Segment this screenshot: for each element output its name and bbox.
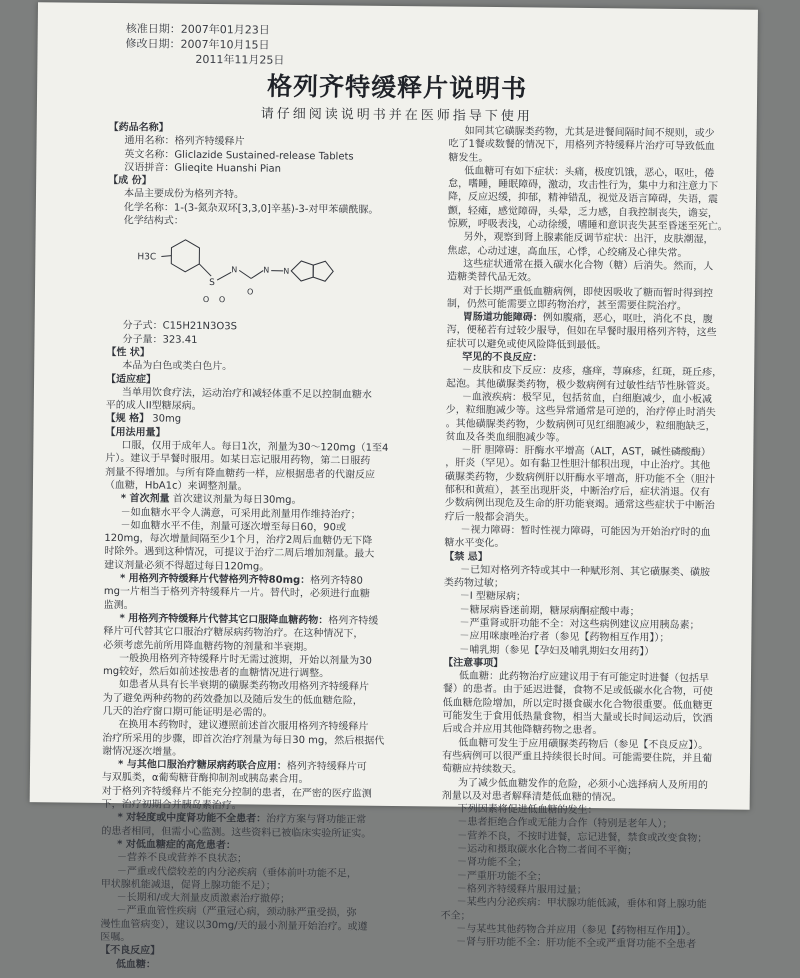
risk-line: 甲状腺机能减退，促肾上腺功能不足）； [101, 878, 429, 895]
right-line: 这些症状通常在摄入碳水化合物（糖）后消失。然而，人 [447, 257, 747, 273]
structure-svg [137, 230, 338, 320]
combo-line: 对于格列齐特缓释片不能充分控制的患者，在严密的医疗监测 [102, 785, 430, 802]
character-text: 本品为白色或类白色片。 [106, 359, 434, 376]
english-name: 英文名称：Gliclazide Sustained-release Tablets [108, 148, 436, 165]
gi-line: 例如腹痛，恶心，呕吐，消化不良，腹 [543, 313, 713, 326]
caution-line: 有些病例可以很严重且持续很长时间。可能需要住院，并且葡 [442, 749, 742, 765]
ring-nitrogen: N [283, 267, 289, 276]
switch2-line: 如患者从具有长半衰期的磺脲类药物改用格列齐特缓释片 [103, 678, 431, 695]
bicyclic-ring-b [313, 262, 333, 282]
caution-line: 下列因素将促进低血糖的发生： [442, 803, 742, 819]
section-composition: 【 成 份 】 [108, 174, 436, 191]
switch2-line: 几天的治疗窗口期可能证明是必需的。 [103, 705, 431, 722]
combo-line: 格列齐特缓释片可 [287, 761, 367, 773]
rare-line: 疗后一般都会消失。 [445, 510, 745, 526]
section-indication: 【 适应症 】 [106, 373, 434, 390]
section-usage: 【 用法用量 】 [105, 426, 433, 443]
risk-line: 医嘱。 [100, 931, 428, 948]
caution-line: －肾与肝功能不全：肝功能不全或严重肾功能不全患者 [440, 936, 740, 952]
caution-line: －严重肝功能不全； [441, 869, 741, 885]
switch-line: 格列齐特80 [310, 575, 363, 587]
initial-dose-title: * 首次剂量 [121, 493, 170, 505]
switch2-line: 必须考虑先前所用降血糖药物的剂量和半衰期。 [103, 638, 431, 655]
usage-line: （血糖，HbA1c）来调整剂量。 [105, 479, 433, 496]
rare-line: 少数病例出现危及生命的肝功能衰竭。通常这些症状于中断治 [445, 497, 745, 513]
rare-line: －血液疾病：极罕见，包括贫血，白细胞减少，血小板减 [446, 390, 746, 406]
initial-dose-line: 120mg，每次增量间隔至少1个月，治疗2周后血糖仍无下降 [104, 532, 432, 549]
nh-bond [217, 272, 231, 280]
rare-line: 糖水平变化。 [444, 537, 744, 553]
caution-line: －运动和摄取碳水化合物二者间不平衡； [441, 843, 741, 859]
initial-dose-line: 首次建议剂量为每日30mg。 [173, 494, 302, 506]
risk-line: －严重或代偿较差的内分泌疾病（垂体前叶功能不足， [101, 864, 429, 881]
combo-line: 下，治疗初期合并胰岛素治疗。 [102, 798, 430, 815]
indication-line-2: 平的成人II型糖尿病。 [106, 399, 434, 416]
risk-line: 漫性血管病变），建议以30mg/天的最小剂量开始治疗。或遵 [100, 918, 428, 935]
usage-line: 剂量不得增加。与所有降血糖药一样，应根据患者的代谢反应 [105, 466, 433, 483]
initial-dose-line: －如血糖水平令人满意，可采用此剂量用作维持治疗； [105, 505, 433, 522]
contra-line: －严重肾或肝功能不全：对这些病例建议应用胰岛素； [443, 616, 743, 632]
switch-line: mg一片相当于格列齐特缓释片一片。替代时，必须进行血糖 [104, 585, 432, 602]
left-column [100, 121, 437, 974]
contra-line: －应用咪康唑治疗者（参见【药物相互作用】）； [443, 630, 743, 646]
section-drug-name: 【 药品名称 】 [109, 121, 437, 138]
caution-line: 低血糖危险增加，所以定时摄食碳水化合物很重要。低血糖更 [443, 696, 743, 712]
switch2-line: 谢情况逐次增量。 [102, 745, 430, 762]
revision-date-1: 修改日期：2007年10月15日 [126, 36, 285, 53]
section-character: 【 性 状 】 [106, 346, 434, 363]
caution-line: －肾功能不全； [441, 856, 741, 872]
section-precautions: 【 注意事项 】 [443, 656, 743, 672]
caution-line: 为了减少低血糖发作的危险，必须小心选择病人及所用的 [442, 776, 742, 792]
caution-line: －与某些其他药物合并应用（参见【药物相互作用】）。 [440, 922, 740, 938]
approval-date: 核准日期：2007年01月23日 [126, 21, 285, 38]
nh-group-1: N [231, 266, 237, 275]
contra-line: －I 型糖尿病； [444, 590, 744, 606]
caution-line: 低血糖：此药物治疗应建议用于有可能定时进餐（包括早 [443, 670, 743, 686]
gi-line: 泻，便秘若有过较少服导，但如在早餐时服用格列齐特，这些 [447, 324, 747, 340]
molecular-weight: 分子量：323.41 [106, 333, 434, 350]
chemical-structure-diagram [137, 230, 436, 321]
right-line: 吃了1餐或数餐的情况下，用格列齐特缓释片治疗可导致低血 [448, 138, 748, 154]
usage-line: 口服，仅用于成年人。每日1次，剂量为30～120mg（1至4 [105, 439, 433, 456]
switch2-line: 一般换用格列齐特缓释片时无需过渡期，开始以剂量为30 [103, 652, 431, 669]
right-column [440, 125, 749, 953]
combo-title: * 与其他口服治疗糖尿病药联合应用： [118, 759, 287, 772]
right-line: 焦虑，心动过速，高血压，心悸，心绞痛及心律失常。 [447, 244, 747, 260]
caution-line: 剂量以及对患者解释清楚低血糖的情况。 [442, 789, 742, 805]
document-title: 格列齐特缓释片说明书 [37, 64, 757, 108]
package-insert-page [30, 2, 758, 809]
switch-title: * 用格列齐特缓释片代替格列齐特80mg： [120, 573, 310, 586]
section-adverse: 【 不良反应 】 [100, 944, 428, 961]
risk-title: * 对低血糖症的高危患者： [101, 838, 429, 855]
switch2-title: * 用格列齐特缓释片代替其它口服降血糖药物： [120, 613, 329, 626]
rare-line: 贫血及各类血细胞减少等。 [445, 430, 745, 446]
contra-line: －哺乳期（参见【孕妇及哺乳期妇女用药】） [443, 643, 743, 659]
revision-date-2: 2011年11月25日 [125, 51, 284, 68]
switch2-line: 治疗所采用的步骤，即首次治疗剂量为每日30 mg，然后根据代 [102, 732, 430, 749]
rare-line: ，肝炎（罕见）。如有黏卫性胆汁郁积出现，中止治疗。其他 [445, 457, 745, 473]
renal-title: * 对轻度或中度肾功能不全患者： [117, 812, 266, 825]
usage-line: 片）。建议于早餐时服用。如某日忘记服用药物，第二日服药 [105, 452, 433, 469]
spec-text: 30mg [152, 414, 181, 425]
sulfonyl-bond [199, 264, 211, 276]
risk-line: －营养不良或营养不良状态； [101, 851, 429, 868]
carbonyl-bond [239, 271, 251, 279]
adverse-hypoglycemia: 低血糖： [100, 958, 428, 975]
oxygen-atom-2: O [219, 296, 225, 305]
oxygen-atom-1: O [203, 295, 209, 304]
renal-line: 治疗方案与肾功能正常 [266, 814, 366, 826]
right-line: 降，反应迟缓，抑郁，精神错乱，视觉及语言障碍，失语，震 [448, 191, 748, 207]
contra-line: 类药物过敏； [444, 577, 744, 593]
caution-line: 萄糖应持续数天。 [442, 763, 742, 779]
rare-line: －皮肤和皮下反应：皮疹，瘙痒，荨麻疹，红斑，斑丘疹， [446, 364, 746, 380]
section-spec: 【 规 格 】 [106, 413, 150, 424]
chemical-name: 化学名称：1-(3-氮杂双环[3,3,0]辛基)-3-对甲苯磺酰脲。 [108, 201, 436, 218]
risk-line: －长期和/或大剂量皮质激素治疗撤停； [101, 891, 429, 908]
right-line: 制，仍然可能需要立即药物治疗，甚至需要住院治疗。 [447, 297, 747, 313]
right-line: 如同其它磺脲类药物，尤其是进餐间隔时间不规则，或少 [449, 125, 749, 141]
gi-line: 症状可以避免或使风险降低到最低。 [446, 337, 746, 353]
indication-line-1: 当单用饮食疗法，运动治疗和减轻体重不足以控制血糖水 [106, 386, 434, 403]
caution-line: －格列齐特缓释片服用过量； [441, 882, 741, 898]
switch2-line: 为了避免两种药物的药效叠加以及随后发生的低血糖危险， [103, 692, 431, 709]
contra-line: －已知对格列齐特或其中一种赋形剂、其它磺脲类、磺胺 [444, 563, 744, 579]
right-line: 颤，轻瘫，感觉障碍，头晕，乏力感，自我控制丧失，谵妄， [448, 204, 748, 220]
initial-dose-line: 时除外。遇到这种情况，可提议于治疗二周后增加剂量。最大 [104, 545, 432, 562]
rare-line: 郁积和黄疸），甚至出现肝炎，中断治疗后，症状消退。仅有 [445, 484, 745, 500]
right-line: 糖发生。 [448, 151, 748, 167]
switch-line: 监测。 [104, 599, 432, 616]
section-contraindications: 【 禁 忌 】 [444, 550, 744, 566]
pinyin-name: 汉语拼音：Glieqite Huanshi Pian [108, 161, 436, 178]
caution-line: －患者拒绝合作或无能力合作（特别是老年人）； [441, 816, 741, 832]
caution-line: 后或合并应用其他降糖药物之患者。 [442, 723, 742, 739]
rare-line: 。其他磺脲类药物，少数病例可见红细胞减少，粒细胞缺乏， [446, 417, 746, 433]
bicyclic-ring-a [291, 261, 313, 281]
caution-line: －营养不良，不按时进餐，忘记进餐，禁食或改变食物； [441, 829, 741, 845]
caution-line: 低血糖可发生于应用磺脲类药物后（参见【不良反应】）。 [442, 736, 742, 752]
right-line: 惊厥，呼吸表浅，心动徐缓，嗜睡和意识丧失甚至昏迷至死亡。 [448, 218, 748, 234]
rare-title: 罕见的不良反应： [446, 351, 746, 367]
molecular-formula: 分子式：C15H21N3O3S [107, 319, 435, 336]
right-line: 对于长期严重低血糖病例，即使因吸收了糖而暂时得到控 [447, 284, 747, 300]
initial-dose-line: －如血糖水平不佳，剂量可逐次增至每日60，90或 [104, 519, 432, 536]
generic-name: 通用名称：格列齐特缓释片 [109, 134, 437, 151]
sulfur-atom: S [209, 278, 215, 288]
caution-line: 不全； [440, 909, 740, 925]
combo-line: 与双胍类，α葡萄糖苷酶抑制剂或胰岛素合用。 [102, 771, 430, 788]
switch2-line: 格列齐特缓 [328, 615, 378, 627]
switch2-line: 释片可代替其它口服治疗糖尿病药物治疗。在这种情况下， [103, 625, 431, 642]
gi-title: 胃肠道功能障碍： [463, 312, 543, 324]
composition-line: 本品主要成份为格列齐特。 [108, 187, 436, 204]
methyl-label: H3C [137, 253, 156, 263]
caution-line: －某些内分泌疾病：甲状腺功能低减，垂体和肾上腺功能 [441, 896, 741, 912]
right-line: 造糖类替代品无效。 [447, 271, 747, 287]
right-line: 另外，观察到肾上腺素能反调节症状：出汗，皮肤潮湿， [448, 231, 748, 247]
switch2-line: 在换用本药物时，建议遵照前述首次服用格列齐特缓释片 [102, 718, 430, 735]
document-subtitle: 请仔细阅读说明书并在医师指导下使用 [37, 100, 757, 127]
benzene-ring [171, 240, 199, 272]
nh-group-2: N [263, 266, 269, 275]
rare-line: －肝 胆障碍：肝酶水平增高（ALT，AST，碱性磷酸酶） [445, 444, 745, 460]
renal-line: 的患者相同，但需小心监测。这些资料已被临床实验所证实。 [101, 825, 429, 842]
initial-dose-line: 建议剂量必须不得超过每日120mg。 [104, 559, 432, 576]
rare-line: 起泡。其他磺脲类药物，极少数病例有过敏性结节性脉管炎。 [446, 377, 746, 393]
caution-line: 餐）的患者。由于延迟进餐，食物不足或低碳水化合物，可使 [443, 683, 743, 699]
structure-caption: 化学结构式： [108, 214, 436, 231]
carbonyl-oxygen: O [247, 288, 253, 297]
revision-dates [125, 21, 284, 68]
right-line: 怠，嗜睡，睡眠障碍，激动，攻击性行为，集中力和注意力下 [448, 178, 748, 194]
contra-line: －糖尿病昏迷前期，糖尿病酮症酸中毒； [444, 603, 744, 619]
switch2-line: mg较好，然后如前述按患者的血糖情况进行调整。 [103, 665, 431, 682]
risk-line: －严重血管性疾病（严重冠心病，颈动脉严重受损，弥 [100, 904, 428, 921]
rare-line: 磺脲类药物，少数病例肝以肝酶水平增高，肝功能不全（胆汁 [445, 470, 745, 486]
right-line: 低血糖可有如下症状：头痛，极度饥饿，恶心，呕吐，倦 [448, 164, 748, 180]
rare-line: －视力障碍：暂时性视力障碍，可能因为开始治疗时的血 [444, 523, 744, 539]
rare-line: 少，粒细胞减少等。这些异常通常是可逆的，治疗停止时消失 [446, 404, 746, 420]
urea-bond [251, 271, 263, 279]
methyl-bond [161, 256, 171, 257]
caution-line: 可能发生于食用低热量食物，相当大量或长时间运动后，饮酒 [442, 710, 742, 726]
